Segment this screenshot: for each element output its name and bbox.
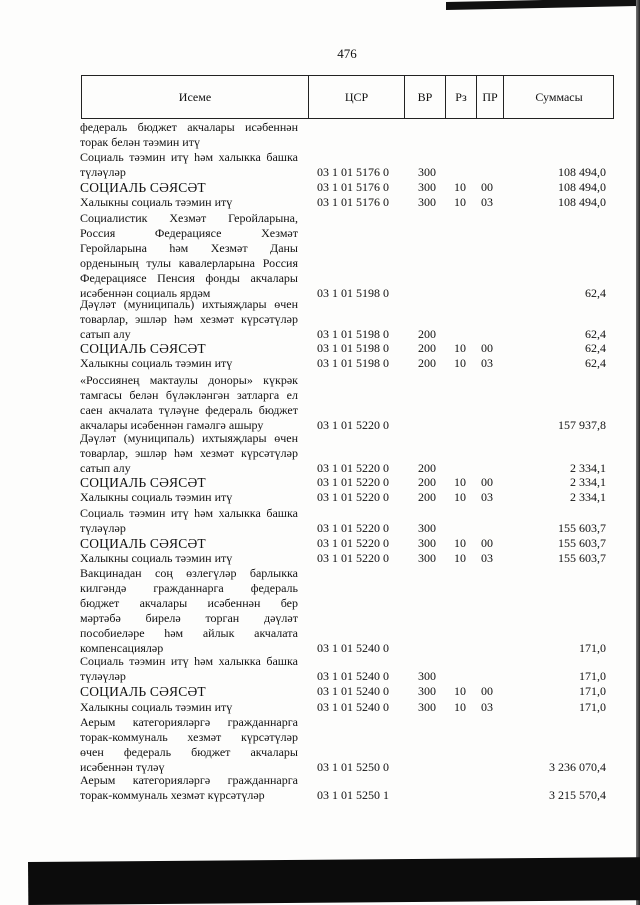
row-name-line: «Россиянең мактаулы доноры» күкрәк bbox=[80, 373, 298, 387]
row-sum: 108 494,0 bbox=[558, 195, 606, 209]
row-name-line: Аерым категорияләргә гражданнарга bbox=[80, 773, 298, 787]
row-name-line: Халыкны социаль тәэмин итү bbox=[80, 551, 233, 565]
row-name-line: тамгасы белән бүләкләнгән затларга ел bbox=[80, 388, 298, 402]
row-csr: 03 1 01 5240 0 bbox=[317, 641, 389, 655]
row-vr: 300 bbox=[418, 684, 436, 698]
row-name-line: Социаль тәэмин итү һәм халыкка башка bbox=[80, 150, 298, 164]
row-sum: 62,4 bbox=[585, 341, 606, 355]
row-sum: 155 603,7 bbox=[558, 551, 606, 565]
row-pr: 00 bbox=[481, 180, 493, 194]
table-row bbox=[0, 654, 640, 684]
row-name-line: федераль бюджет акчалары исәбеннән bbox=[80, 120, 298, 134]
row-name-line: Социаль тәэмин итү һәм халыкка башка bbox=[80, 506, 298, 520]
row-csr: 03 1 01 5198 0 bbox=[317, 341, 389, 355]
row-name-line: Россия Федерациясе Хезмәт bbox=[80, 226, 298, 240]
row-name-line: Геройларына һәм Хезмәт Даны bbox=[80, 241, 298, 255]
row-csr: 03 1 01 5240 0 bbox=[317, 684, 389, 698]
table-row bbox=[0, 341, 640, 356]
table-row bbox=[0, 715, 640, 775]
row-name-line: саен акчалата түләүне федераль бюджет bbox=[80, 403, 298, 417]
row-vr: 300 bbox=[418, 551, 436, 565]
column-header-name: Исеме bbox=[178, 90, 212, 104]
row-name-line: өчен федераль бюджет акчалары bbox=[80, 745, 298, 759]
row-pr: 03 bbox=[481, 700, 493, 714]
row-csr: 03 1 01 5240 0 bbox=[317, 700, 389, 714]
column-header-sum: Суммасы bbox=[535, 90, 583, 104]
table-row bbox=[0, 180, 640, 195]
row-sum: 157 937,8 bbox=[558, 418, 606, 432]
row-name-line: мәртәбә бирелә торган дәүләт bbox=[80, 611, 298, 625]
row-name-line: түләүләр bbox=[80, 669, 126, 683]
table-row bbox=[0, 211, 640, 301]
row-name-line: компенсацияләр bbox=[80, 641, 164, 655]
row-sum: 171,0 bbox=[579, 669, 606, 683]
row-csr: 03 1 01 5250 0 bbox=[317, 760, 389, 774]
row-rz: 10 bbox=[454, 536, 466, 550]
row-name-line: сатып алу bbox=[80, 461, 131, 475]
table-row bbox=[0, 297, 640, 342]
row-name-line: Федерациясе Пенсия фонды акчалары bbox=[80, 271, 298, 285]
row-name-line: СОЦИАЛЬ СӘЯСӘТ bbox=[80, 475, 206, 490]
row-rz: 10 bbox=[454, 356, 466, 370]
table-row bbox=[0, 150, 640, 180]
row-sum: 155 603,7 bbox=[558, 536, 606, 550]
row-name-line: Халыкны социаль тәэмин итү bbox=[80, 356, 233, 370]
row-csr: 03 1 01 5240 0 bbox=[317, 669, 389, 683]
row-pr: 00 bbox=[481, 475, 493, 489]
row-vr: 300 bbox=[418, 180, 436, 194]
row-vr: 200 bbox=[418, 327, 436, 341]
column-header-csr: ЦСР bbox=[344, 90, 369, 104]
row-csr: 03 1 01 5176 0 bbox=[317, 165, 389, 179]
row-name-line: торак-коммуналь хезмәт күрсәтүләр bbox=[80, 788, 265, 802]
row-vr: 200 bbox=[418, 341, 436, 355]
row-sum: 171,0 bbox=[579, 684, 606, 698]
table-row bbox=[0, 195, 640, 210]
row-name-line: торак белән тәэмин итү bbox=[80, 135, 200, 149]
row-sum: 171,0 bbox=[579, 700, 606, 714]
column-header-pr: ПР bbox=[482, 90, 498, 104]
row-name-line: исәбеннән социаль ярдәм bbox=[80, 286, 211, 300]
row-rz: 10 bbox=[454, 475, 466, 489]
row-name-line: килгәндә гражданнарга федераль bbox=[80, 581, 298, 595]
row-name-line: Халыкны социаль тәэмин итү bbox=[80, 195, 233, 209]
row-sum: 3 215 570,4 bbox=[549, 788, 606, 802]
row-rz: 10 bbox=[454, 195, 466, 209]
column-header-rz: Рз bbox=[455, 90, 467, 104]
row-name-line: СОЦИАЛЬ СӘЯСӘТ bbox=[80, 684, 206, 699]
row-name-line: орденының тулы кавалерларына Россия bbox=[80, 256, 298, 270]
row-sum: 108 494,0 bbox=[558, 180, 606, 194]
row-name-line: Вакцинадан соң өзлегүләр барлыкка bbox=[80, 566, 298, 580]
row-pr: 03 bbox=[481, 356, 493, 370]
table-row bbox=[0, 356, 640, 371]
row-sum: 2 334,1 bbox=[570, 475, 606, 489]
row-name-line: торак-коммуналь хезмәт күрсәтүләр bbox=[80, 730, 298, 744]
row-sum: 108 494,0 bbox=[558, 165, 606, 179]
table-row bbox=[0, 536, 640, 551]
row-name-line: акчалары исәбеннән гамәлгә ашыру bbox=[80, 418, 264, 432]
row-name-line: бюджет акчалары исәбеннән бер bbox=[80, 596, 298, 610]
row-vr: 200 bbox=[418, 475, 436, 489]
row-name-line: СОЦИАЛЬ СӘЯСӘТ bbox=[80, 536, 206, 551]
row-sum: 2 334,1 bbox=[570, 490, 606, 504]
row-vr: 300 bbox=[418, 195, 436, 209]
row-name-line: Дәүләт (муниципаль) ихтыяҗлары өчен bbox=[80, 297, 298, 311]
row-rz: 10 bbox=[454, 490, 466, 504]
row-csr: 03 1 01 5198 0 bbox=[317, 327, 389, 341]
row-pr: 03 bbox=[481, 490, 493, 504]
table-row bbox=[0, 475, 640, 490]
row-name-line: Аерым категорияләргә гражданнарга bbox=[80, 715, 298, 729]
table-row bbox=[0, 506, 640, 536]
row-pr: 03 bbox=[481, 551, 493, 565]
row-vr: 300 bbox=[418, 521, 436, 535]
row-sum: 3 236 070,4 bbox=[549, 760, 606, 774]
table-row bbox=[0, 490, 640, 505]
row-csr: 03 1 01 5176 0 bbox=[317, 180, 389, 194]
row-name-line: Халыкны социаль тәэмин итү bbox=[80, 490, 233, 504]
row-pr: 00 bbox=[481, 341, 493, 355]
row-csr: 03 1 01 5250 1 bbox=[317, 788, 389, 802]
row-name-line: исәбеннән түләү bbox=[80, 760, 165, 774]
row-sum: 62,4 bbox=[585, 327, 606, 341]
row-sum: 171,0 bbox=[579, 641, 606, 655]
row-name-line: Социалистик Хезмәт Геройларына, bbox=[80, 211, 298, 225]
row-pr: 00 bbox=[481, 536, 493, 550]
table-row bbox=[0, 700, 640, 715]
row-sum: 2 334,1 bbox=[570, 461, 606, 475]
row-rz: 10 bbox=[454, 700, 466, 714]
row-name-line: түләүләр bbox=[80, 165, 126, 179]
row-csr: 03 1 01 5176 0 bbox=[317, 195, 389, 209]
row-sum: 62,4 bbox=[585, 356, 606, 370]
row-csr: 03 1 01 5220 0 bbox=[317, 418, 389, 432]
row-rz: 10 bbox=[454, 180, 466, 194]
row-sum: 155 603,7 bbox=[558, 521, 606, 535]
table-row bbox=[0, 773, 640, 803]
row-name-line: товарлар, эшләр һәм хезмәт күрсәтүләр bbox=[80, 312, 298, 326]
row-name-line: СОЦИАЛЬ СӘЯСӘТ bbox=[80, 180, 206, 195]
row-name-line: СОЦИАЛЬ СӘЯСӘТ bbox=[80, 341, 206, 356]
row-pr: 00 bbox=[481, 684, 493, 698]
row-name-line: түләүләр bbox=[80, 521, 126, 535]
row-rz: 10 bbox=[454, 684, 466, 698]
row-name-line: Халыкны социаль тәэмин итү bbox=[80, 700, 233, 714]
table-row bbox=[0, 551, 640, 566]
row-name-line: Социаль тәэмин итү һәм халыкка башка bbox=[80, 654, 298, 668]
row-vr: 300 bbox=[418, 165, 436, 179]
row-csr: 03 1 01 5220 0 bbox=[317, 461, 389, 475]
row-name-line: товарлар, эшләр һәм хезмәт күрсәтүләр bbox=[80, 446, 298, 460]
row-pr: 03 bbox=[481, 195, 493, 209]
row-name-line: Дәүләт (муниципаль) ихтыяҗлары өчен bbox=[80, 431, 298, 445]
row-name-line: пособиеләре һәм айлык акчалата bbox=[80, 626, 298, 640]
row-vr: 200 bbox=[418, 490, 436, 504]
row-vr: 300 bbox=[418, 536, 436, 550]
row-csr: 03 1 01 5220 0 bbox=[317, 475, 389, 489]
table-row bbox=[0, 373, 640, 433]
row-csr: 03 1 01 5220 0 bbox=[317, 490, 389, 504]
row-csr: 03 1 01 5198 0 bbox=[317, 286, 389, 300]
row-sum: 62,4 bbox=[585, 286, 606, 300]
row-name-line: сатып алу bbox=[80, 327, 131, 341]
row-vr: 200 bbox=[418, 461, 436, 475]
table-row bbox=[0, 120, 640, 150]
row-csr: 03 1 01 5198 0 bbox=[317, 356, 389, 370]
row-vr: 200 bbox=[418, 356, 436, 370]
row-vr: 300 bbox=[418, 669, 436, 683]
table-row bbox=[0, 684, 640, 699]
row-vr: 300 bbox=[418, 700, 436, 714]
row-rz: 10 bbox=[454, 341, 466, 355]
row-rz: 10 bbox=[454, 551, 466, 565]
row-csr: 03 1 01 5220 0 bbox=[317, 536, 389, 550]
column-header-vr: ВР bbox=[417, 90, 433, 104]
table-row bbox=[0, 566, 640, 656]
table-row bbox=[0, 431, 640, 476]
row-csr: 03 1 01 5220 0 bbox=[317, 551, 389, 565]
row-csr: 03 1 01 5220 0 bbox=[317, 521, 389, 535]
page-number: 476 bbox=[337, 46, 357, 61]
scan-edge-bottom bbox=[28, 857, 640, 905]
